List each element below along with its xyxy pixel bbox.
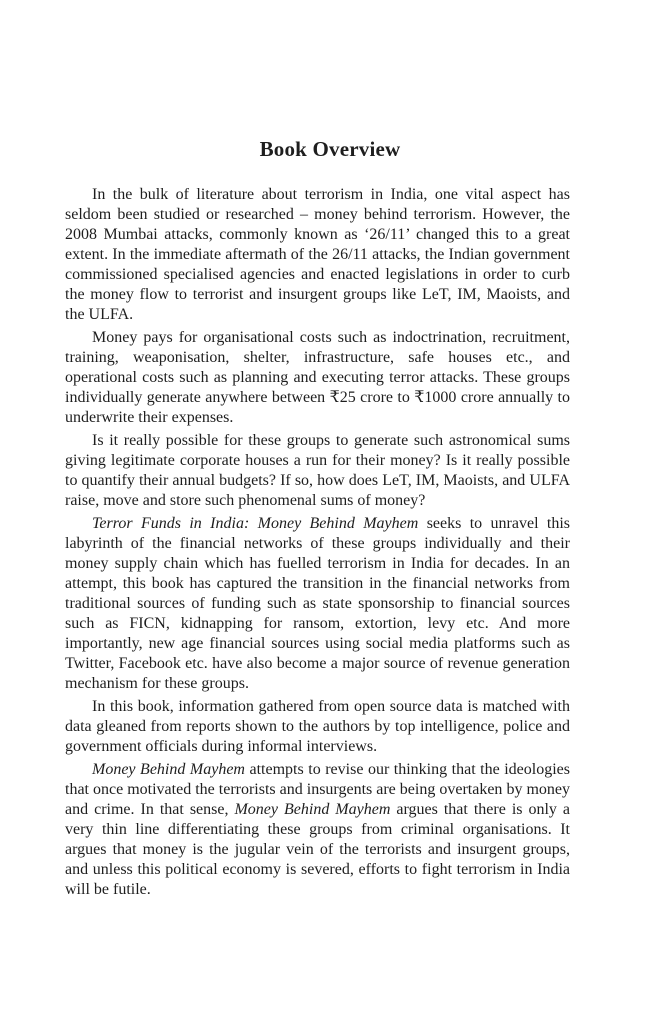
paragraph xyxy=(65,185,570,325)
page-title: Book Overview xyxy=(259,137,401,161)
text-run: seeks to unravel this labyrinth of the financial networks of these groups individually and their money supply chain which has fuelled terrorism in India for decades. In an attempt, this book has captured the transition in the financial networks from traditional sources of funding such as state sponsorship to financial sources such as FICN, kidnapping for ransom, extortion, levy etc. And more importantly, new age financial sources using social media platforms such as Twitter, Facebook etc. have also become a major source of revenue generation mechanism for these groups. xyxy=(65,515,570,692)
book-title-run: Money Behind Mayhem xyxy=(234,801,391,818)
text-run: Money pays for organisational costs such as indoctrination, recruitment, training, weaponisation, shelter, infrastructure, safe houses etc., and operational costs such as planning and executing terror attacks. These groups individually generate anywhere between ₹25 crore to ₹1000 crore annually to underwrite their expenses. xyxy=(65,329,570,426)
text-run: attempts to revise our thinking that the ideologies that once motivated the terrorists and insurgents are being overtaken by money and crime. In that sense, xyxy=(65,761,570,818)
text-run: Is it really possible for these groups to generate such astronomical sums giving legitimate corporate houses a run for their money? Is it really possible to quantify their annual budgets? If so, how does LeT, IM, Maoists, and ULFA raise, move and store such phenomenal sums of money? xyxy=(65,432,570,509)
paragraph xyxy=(65,514,570,694)
paragraph xyxy=(65,328,570,428)
text-run: In the bulk of literature about terrorism in India, one vital aspect has seldom been studied or researched – money behind terrorism. However, the 2008 Mumbai attacks, commonly known as ‘26/11’ changed this to a great extent. In the immediate aftermath of the 26/11 attacks, the Indian government commissioned specialised agencies and enacted legislations in order to curb the money flow to terrorist and insurgent groups like LeT, IM, Maoists, and the ULFA. xyxy=(65,186,570,323)
paragraph xyxy=(65,431,570,511)
paragraph xyxy=(65,697,570,757)
book-title-run: Terror Funds in India: Money Behind Mayhem xyxy=(92,515,419,532)
book-title-run: Money Behind Mayhem xyxy=(92,761,245,778)
paragraph xyxy=(65,760,570,900)
page-content xyxy=(65,185,570,900)
text-run: argues that there is only a very thin line differentiating these groups from criminal organisations. It argues that money is the jugular vein of the terrorists and insurgent groups, and unless this political economy is severed, efforts to fight terrorism in India will be futile. xyxy=(65,801,571,898)
text-run: In this book, information gathered from open source data is matched with data gleaned from reports shown to the authors by top intelligence, police and government officials during informal interviews. xyxy=(65,698,570,755)
